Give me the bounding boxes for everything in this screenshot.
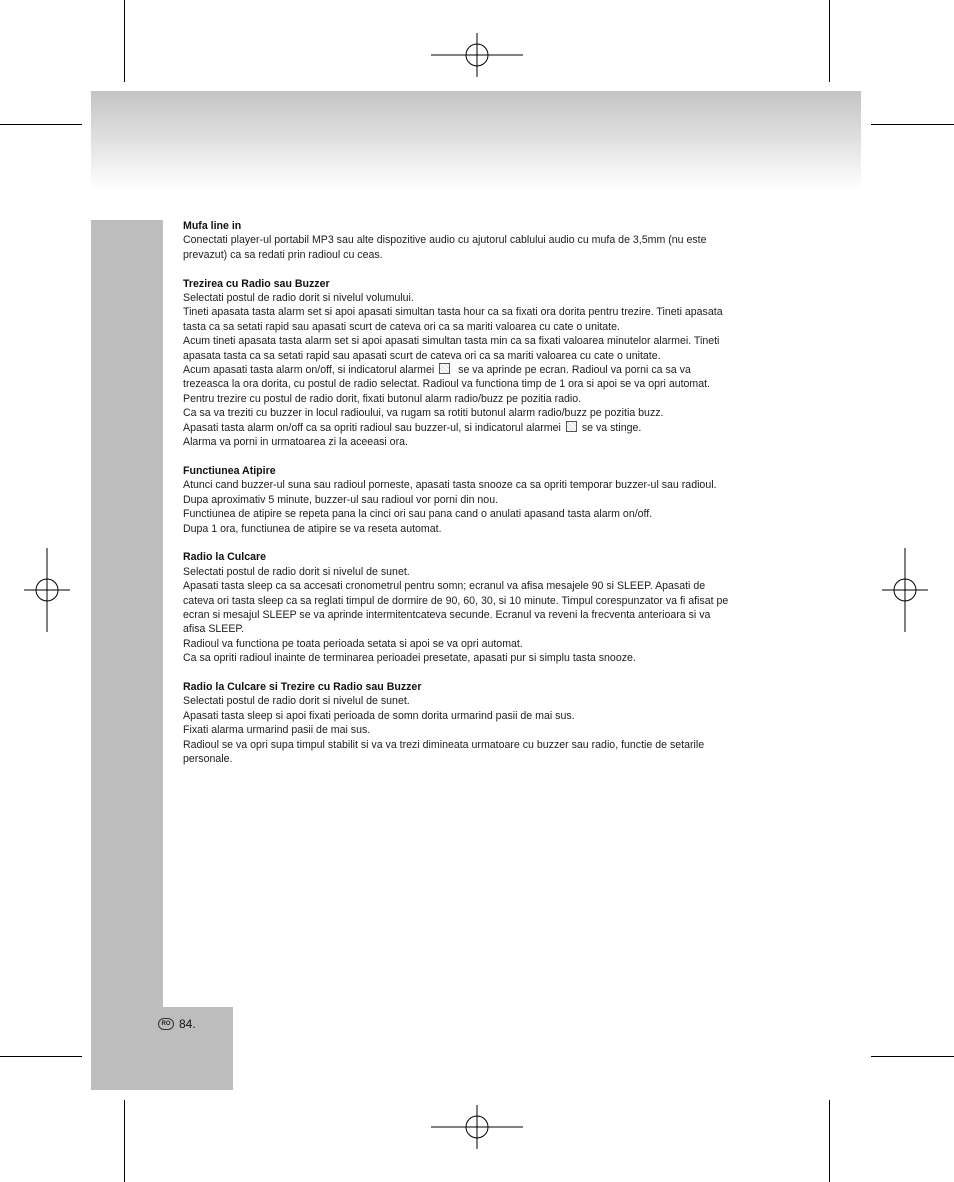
section-title: Trezirea cu Radio sau Buzzer (183, 277, 330, 290)
text-line: prevazut) ca sa redati prin radioul cu ceas. (183, 248, 383, 261)
text-line: afisa SLEEP. (183, 623, 245, 636)
page-number-text: 84. (179, 1017, 196, 1031)
registration-mark-left (24, 548, 70, 632)
text-line: Functiunea de atipire se repeta pana la cinci ori sau pana cand o anulati apasand tasta alarm on/off. (183, 508, 653, 521)
text-line: tasta ca sa setati rapid sau apasati scurt de cateva ori ca sa mariti valoarea cu cate o unitate. (183, 320, 620, 333)
section-functiunea-atipire (183, 464, 783, 536)
text-line: personale. (183, 752, 233, 765)
text-line: Conectati player-ul portabil MP3 sau alte dispozitive audio cu ajutorul cablului audio cu mufa de 3,5mm (nu este (183, 234, 707, 247)
header-gradient-band (91, 91, 861, 191)
registration-mark-bottom (431, 1105, 523, 1149)
text-line: cateva ori tasta sleep ca sa reglati timpul de dormire de 90, 60, 30, si 10 minute. Timpul corespunzator va fi afisat pe (183, 594, 729, 607)
text-line: Selectati postul de radio dorit si nivelul de sunet. (183, 565, 410, 578)
alarm-indicator-icon (439, 363, 450, 374)
section-title: Radio la Culcare si Trezire cu Radio sau Buzzer (183, 680, 422, 693)
language-badge: RO (158, 1018, 174, 1030)
registration-mark-top (431, 33, 523, 77)
text-line: Dupa aproximativ 5 minute, buzzer-ul sau radioul vor porni din nou. (183, 493, 499, 506)
text-line: Radioul va functiona pe toata perioada setata si apoi se va opri automat. (183, 637, 523, 650)
text-line: Ca sa opriti radioul inainte de terminarea perioadei presetate, apasati pur si simplu tasta snooze. (183, 652, 636, 665)
section-mufa-line-in (183, 219, 783, 262)
text-line: Fixati alarma urmarind pasii de mai sus. (183, 724, 371, 737)
section-title: Radio la Culcare (183, 551, 267, 564)
text-segment: Acum apasati tasta alarm on/off, si indicatorul alarmei (183, 364, 435, 377)
text-segment: Apasati tasta alarm on/off ca sa opriti radioul sau buzzer-ul, si indicatorul alarmei (183, 421, 561, 434)
section-trezirea (183, 277, 783, 450)
section-title: Mufa line in (183, 220, 242, 232)
alarm-indicator-icon (566, 421, 577, 432)
text-line: trezeasca la ora dorita, cu postul de radio selectat. Radioul va functiona timp de 1 ora si apoi se va opri automat. (183, 378, 711, 391)
registration-mark-right (882, 548, 928, 632)
text-line: Alarma va porni in urmatoarea zi la aceeasi ora. (183, 436, 408, 449)
text-line: Dupa 1 ora, functiunea de atipire se va reseta automat. (183, 522, 442, 535)
text-line: Tineti apasata tasta alarm set si apoi apasati simultan tasta hour ca sa fixati ora dorita pentru trezire. Tineti apasata (183, 306, 723, 319)
text-line: ecran si mesajul SLEEP se va aprinde intermitentcateva secunde. Ecranul va reveni la frecventa anterioara si va (183, 608, 711, 621)
text-line: Selectati postul de radio dorit si nivelul volumului. (183, 292, 414, 305)
text-line: Selectati postul de radio dorit si nivelul de sunet. (183, 695, 410, 708)
text-line-with-icon (183, 363, 783, 377)
manual-content (183, 219, 783, 781)
text-line: Pentru trezire cu postul de radio dorit, fixati butonul alarm radio/buzz pe pozitia radio. (183, 392, 582, 405)
text-line: Ca sa va treziti cu buzzer in locul radioului, va rugam sa rotiti butonul alarm radio/buzz pe pozitia buzz. (183, 407, 664, 420)
section-culcare-si-trezire (183, 680, 783, 766)
text-line: Apasati tasta sleep si apoi fixati perioada de somn dorita urmarind pasii de mai sus. (183, 709, 575, 722)
text-line: Radioul se va opri supa timpul stabilit si va va trezi dimineata urmatoare cu buzzer sau radio, functie de setarile (183, 738, 705, 751)
text-line: Acum tineti apasata tasta alarm set si apoi apasati simultan tasta min ca sa fixati valoarea minutelor alarmei. Tineti (183, 335, 720, 348)
page-number (158, 1017, 196, 1031)
text-line: Atunci cand buzzer-ul suna sau radioul porneste, apasati tasta snooze ca sa opriti temporar buzzer-ul sau radioul. (183, 479, 717, 492)
text-segment: se va aprinde pe ecran. Radioul va porni ca sa va (455, 364, 691, 377)
left-sidebar-band (91, 220, 163, 1008)
text-line: apasata tasta ca sa setati rapid sau apasati scurt de cateva ori ca sa mariti valoarea cu cate o unitate. (183, 349, 661, 362)
section-title: Functiunea Atipire (183, 464, 276, 477)
text-line-with-icon (183, 421, 783, 435)
text-line: Apasati tasta sleep ca sa accesati cronometrul pentru somn; ecranul va afisa mesajele 90 si SLEEP. Apasati de (183, 580, 706, 593)
text-segment: se va stinge. (581, 421, 642, 434)
section-radio-la-culcare (183, 550, 783, 665)
